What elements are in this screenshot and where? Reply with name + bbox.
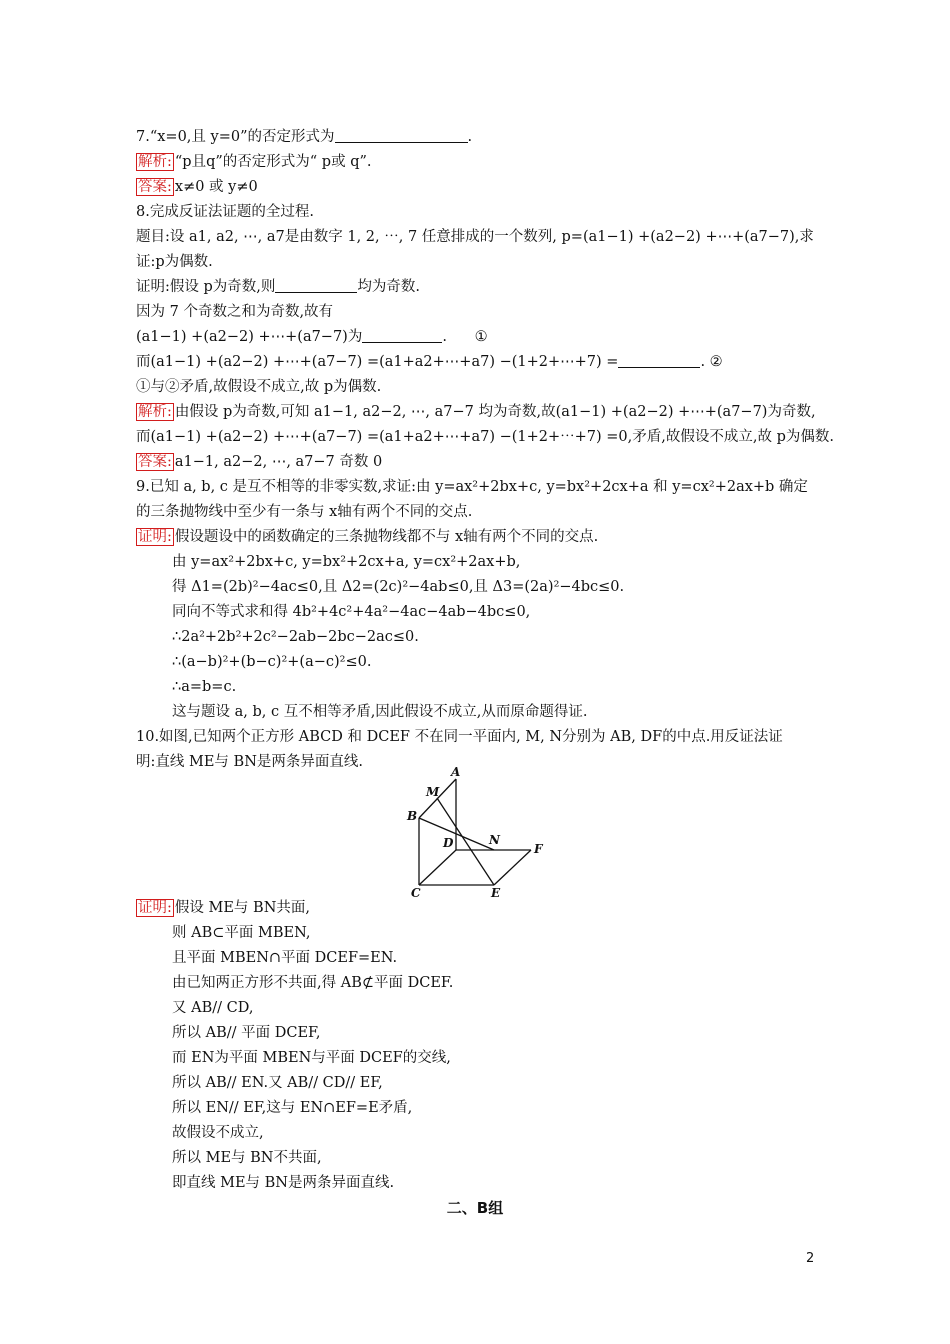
q10-proof-line2: 且平面 MBEN∩平面 DCEF=EN. [172, 950, 398, 966]
q8-problem-line2: 证:p为偶数. [136, 254, 213, 270]
label-M: M [426, 785, 440, 799]
label-N: N [489, 833, 500, 847]
q8-proof-line1: 证明:假设 p为奇数,则 均为奇数. [136, 279, 420, 295]
q9-proof-line4: ∴2a²+2b²+2c²−2ab−2bc−2ac≤0. [172, 629, 419, 645]
analysis-tag: 解析: [138, 154, 172, 170]
label-F: F [534, 842, 543, 856]
q8-analysis-line2: 而(a1−1) +(a2−2) +⋯+(a7−7) =(a1+a2+⋯+a7) −(1+2+⋯+7) =0,矛盾,故假设不成立,故 p为偶数. [136, 429, 834, 445]
q7-answer: 答案: x≠0 或 y≠0 [138, 179, 258, 195]
q10-proof-line6: 而 EN为平面 MBEN与平面 DCEF的交线, [172, 1050, 451, 1066]
proof-tag: 证明: [138, 900, 172, 916]
q8-problem-line1: 题目:设 a1, a2, ⋯, a7是由数字 1, 2, ⋯, 7 任意排成的一个数列, p=(a1−1) +(a2−2) +⋯+(a7−7),求 [136, 229, 814, 245]
q8-answer: 答案: a1−1, a2−2, ⋯, a7−7 奇数 0 [138, 454, 383, 470]
q9-title-line2: 的三条抛物线中至少有一条与 x轴有两个不同的交点. [136, 504, 473, 520]
q10-proof-line3: 由已知两正方形不共面,得 AB⊄平面 DCEF. [172, 975, 454, 991]
edge-EF [494, 850, 531, 885]
q10-proof-line8: 所以 EN// EF,这与 EN∩EF=E矛盾, [172, 1100, 413, 1116]
q8-proof-line4: 而(a1−1) +(a2−2) +⋯+(a7−7) =(a1+a2+⋯+a7) −(1+2+⋯+7) = . ② [136, 354, 723, 370]
q10-proof-line10: 所以 ME与 BN不共面, [172, 1150, 322, 1166]
edge-CD [419, 850, 456, 885]
q9-proof-line1: 由 y=ax²+2bx+c, y=bx²+2cx+a, y=cx²+2ax+b, [172, 554, 521, 570]
section-title: 二、B组 [446, 1199, 504, 1217]
q8-proof-line5: ①与②矛盾,故假设不成立,故 p为偶数. [136, 379, 382, 395]
answer-blank [335, 128, 468, 143]
answer-blank [362, 328, 442, 343]
q8-analysis-line1: 解析: 由假设 p为奇数,可知 a1−1, a2−2, ⋯, a7−7 均为奇数,故(a1−1) +(a2−2) +⋯+(a7−7)为奇数, [138, 404, 816, 420]
q7-question: 7.“x=0,且 y=0”的否定形式为 . [136, 129, 473, 145]
q10-proof-line7: 所以 AB// EN.又 AB// CD// EF, [172, 1075, 383, 1091]
q10-proof-line9: 故假设不成立, [172, 1125, 264, 1141]
answer-blank [618, 353, 700, 368]
q10-proof-line4: 又 AB// CD, [172, 1000, 254, 1016]
label-D: D [443, 836, 454, 850]
label-A: A [451, 765, 461, 779]
analysis-tag: 解析: [138, 404, 172, 420]
q8-proof-line3: (a1−1) +(a2−2) +⋯+(a7−7)为 . ① [136, 329, 488, 345]
answer-tag: 答案: [138, 179, 172, 195]
q10-proof-line11: 即直线 ME与 BN是两条异面直线. [172, 1175, 395, 1191]
proof-tag: 证明: [138, 529, 172, 545]
q10-title-line1: 10.如图,已知两个正方形 ABCD 和 DCEF 不在同一平面内, M, N分别为 AB, DF的中点.用反证法证 [136, 729, 783, 745]
answer-tag: 答案: [138, 454, 172, 470]
label-E: E [491, 886, 501, 900]
q8-proof-line2: 因为 7 个奇数之和为奇数,故有 [136, 304, 334, 320]
q9-proof-line2: 得 Δ1=(2b)²−4ac≤0,且 Δ2=(2c)²−4ab≤0,且 Δ3=(2a)²−4bc≤0. [172, 579, 625, 595]
q9-title-line1: 9.已知 a, b, c 是互不相等的非零实数,求证:由 y=ax²+2bx+c, y=bx²+2cx+a 和 y=cx²+2ax+b 确定 [136, 479, 808, 495]
q9-proof-line0: 证明: 假设题设中的函数确定的三条抛物线都不与 x轴有两个不同的交点. [138, 529, 599, 545]
q9-proof-line6: ∴a=b=c. [172, 679, 237, 695]
q10-proof-line5: 所以 AB// 平面 DCEF, [172, 1025, 321, 1041]
q10-proof-line0: 证明: 假设 ME与 BN共面, [138, 900, 310, 916]
page-number: 2 [806, 1251, 815, 1266]
q9-proof-line7: 这与题设 a, b, c 互不相等矛盾,因此假设不成立,从而原命题得证. [172, 704, 588, 720]
q7-analysis: 解析: “p且q”的否定形式为“ p或 q”. [138, 154, 372, 170]
q9-proof-line3: 同向不等式求和得 4b²+4c²+4a²−4ac−4ab−4bc≤0, [172, 604, 531, 620]
label-C: C [411, 886, 421, 900]
q8-title: 8.完成反证法证题的全过程. [136, 204, 314, 220]
geometry-figure [395, 765, 555, 903]
label-B: B [407, 809, 418, 823]
q10-title-line2: 明:直线 ME与 BN是两条异面直线. [136, 754, 363, 770]
answer-blank [275, 278, 357, 293]
q10-proof-line1: 则 AB⊂平面 MBEN, [172, 925, 311, 941]
q9-proof-line5: ∴(a−b)²+(b−c)²+(a−c)²≤0. [172, 654, 372, 670]
